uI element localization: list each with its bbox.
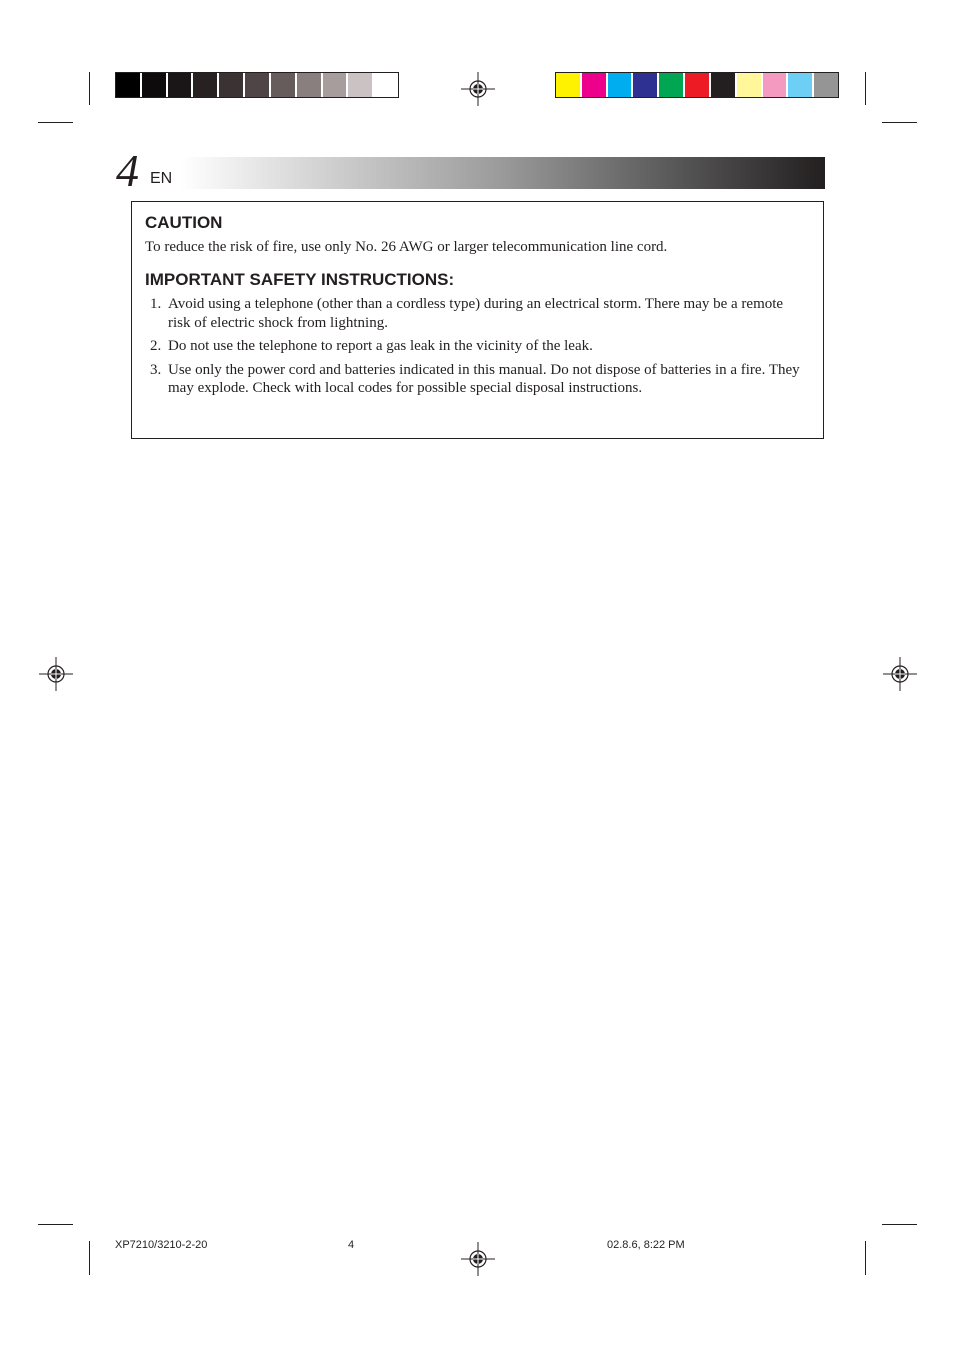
list-item: [145, 337, 809, 356]
safety-instructions-list: [145, 295, 809, 398]
color-swatch: [168, 73, 194, 97]
caution-text: To reduce the risk of fire, use only No. 26 AWG or larger telecommunication line cord.: [145, 239, 668, 255]
color-swatch: [814, 73, 838, 97]
crop-mark-bottom-right-vertical: [865, 1241, 866, 1275]
registration-mark-bottom-icon: [461, 1242, 495, 1276]
color-swatch: [763, 73, 789, 97]
color-swatch: [142, 73, 168, 97]
grayscale-calibration-bar: [115, 72, 399, 98]
color-swatch: [556, 73, 582, 97]
color-swatch: [737, 73, 763, 97]
color-swatch: [659, 73, 685, 97]
color-swatch: [297, 73, 323, 97]
crop-mark-bottom-right-horizontal: [882, 1224, 917, 1225]
registration-mark-left-icon: [39, 657, 73, 691]
list-item-text: Do not use the telephone to report a gas leak in the vicinity of the leak.: [168, 338, 593, 354]
color-swatch: [348, 73, 374, 97]
color-swatch: [633, 73, 659, 97]
color-swatch: [271, 73, 297, 97]
color-swatch: [685, 73, 711, 97]
safety-instructions-heading: IMPORTANT SAFETY INSTRUCTIONS:: [145, 270, 455, 289]
language-label: EN: [150, 170, 173, 187]
color-calibration-bar: [555, 72, 839, 98]
crop-mark-top-left-vertical: [89, 72, 90, 105]
footer-timestamp: 02.8.6, 8:22 PM: [607, 1239, 685, 1251]
footer-file-name: XP7210/3210-2-20: [115, 1239, 208, 1251]
crop-mark-top-right-vertical: [865, 72, 866, 105]
caution-heading: CAUTION: [145, 213, 223, 232]
color-swatch: [193, 73, 219, 97]
color-swatch: [788, 73, 814, 97]
color-swatch: [219, 73, 245, 97]
list-item: [145, 361, 809, 398]
caution-box: [131, 201, 824, 439]
list-item-text: Avoid using a telephone (other than a cordless type) during an electrical storm. There may be a remote risk of electric shock from lightning.: [168, 296, 784, 331]
color-swatch: [582, 73, 608, 97]
list-item-text: Use only the power cord and batteries indicated in this manual. Do not dispose of batteries in a fire. They may explode. Check with local codes for possible special disposal instructions.: [168, 361, 800, 396]
color-swatch: [374, 73, 398, 97]
color-swatch: [323, 73, 349, 97]
list-item-number: 3.: [150, 361, 162, 378]
crop-mark-bottom-left-horizontal: [38, 1224, 73, 1225]
color-swatch: [245, 73, 271, 97]
list-item: [145, 295, 809, 332]
color-swatch: [711, 73, 737, 97]
crop-mark-top-left-horizontal: [38, 122, 73, 123]
list-item-number: 2.: [150, 338, 162, 354]
header-gradient-band: [180, 157, 825, 189]
registration-mark-right-icon: [883, 657, 917, 691]
color-swatch: [608, 73, 634, 97]
color-swatch: [116, 73, 142, 97]
list-item-number: 1.: [150, 296, 162, 312]
crop-mark-bottom-left-vertical: [89, 1241, 90, 1275]
page-number: 4: [116, 145, 139, 196]
crop-mark-top-right-horizontal: [882, 122, 917, 123]
registration-mark-top-icon: [461, 72, 495, 106]
footer-page-number: 4: [348, 1239, 355, 1251]
